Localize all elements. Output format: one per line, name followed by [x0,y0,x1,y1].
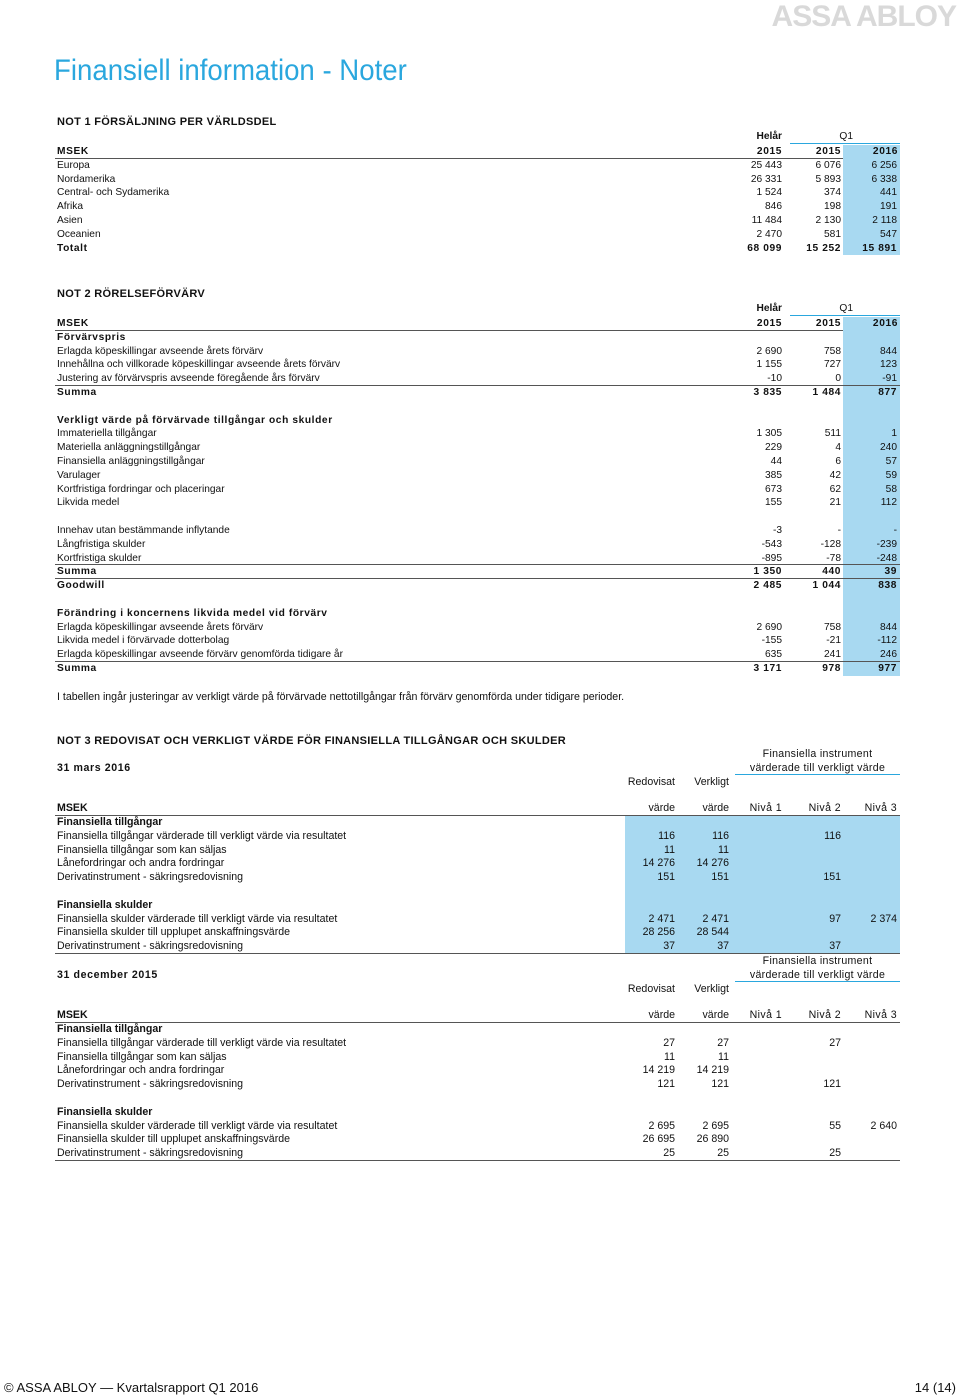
col-niva3-header: Nivå 3 [864,802,897,814]
value-cell-0: 1 155 [756,359,782,371]
row-label: Finansiella tillgångar värderade till verkligt värde via resultatet [57,1036,347,1049]
row-label: Summa [57,386,97,398]
row-label: Lånefordringar och andra fordringar [57,857,225,870]
table-row [55,159,900,173]
table-row [55,200,900,214]
value-cell-0: 68 099 [747,242,782,254]
row-label: Finansiella skulder värderade till verkligt värde via resultatet [57,912,338,925]
value-cell-2: 441 [880,187,897,199]
value-cell-1: 727 [824,359,841,371]
col-redovisat-line1: Redovisat [627,983,675,995]
value-cell-1: 374 [824,187,841,199]
unit-label: MSEK [57,318,89,329]
row-label: Likvida medel i förvärvade dotterbolag [57,635,230,647]
value-cell-3: 116 [824,829,841,842]
col-niva1-header: Nivå 1 [749,802,782,814]
table-row [55,427,900,441]
row-label: Finansiella skulder till upplupet anskaffningsvärde [57,926,291,939]
col-verkligt-2-header: värde [702,802,729,814]
value-cell-0: 121 [657,1078,675,1091]
row-label: Finansiella tillgångar värderade till verkligt värde via resultatet [57,829,347,842]
value-cell-1: 1 044 [812,580,841,592]
value-cell-0: 37 [663,940,675,953]
col-verkligt-line1: Verkligt [694,776,729,788]
value-cell-1: -21 [826,635,841,647]
table-row [55,386,900,400]
row-label: Kortfristiga fordringar och placeringar [57,483,225,495]
value-cell-0: 2 695 [648,1119,675,1132]
table-row [55,1147,900,1161]
row-label: Immateriella tillgångar [57,428,157,440]
value-cell-0: 2 485 [753,580,782,592]
row-label: Afrika [57,201,84,213]
value-cell-1: 11 [718,843,729,856]
value-cell-1: 758 [824,621,841,633]
row-label: Finansiella tillgångar [57,816,163,828]
note2-footnote: I tabellen ingår justeringar av verkligt värde på förvärvade nettotillgångar från förvärv genomförda under tidigare perioder. [57,691,625,703]
value-cell-1: -128 [820,538,841,550]
table-row [55,816,900,830]
row-label: Finansiella skulder [57,898,153,911]
header-row-period [55,300,900,317]
q1-2016-cell [843,593,900,607]
value-cell-2: 6 338 [871,173,897,185]
value-cell-2: -248 [876,552,897,564]
value-cell-0: -895 [761,552,782,564]
value-cell-1: 25 [717,1147,729,1160]
row-label: Förändring i koncernens likvida medel vid förvärv [57,607,328,619]
total-row [55,242,900,256]
unit-label: MSEK [57,1009,88,1021]
value-cell-0: 11 484 [751,214,782,226]
col-helar-header: Helår [756,303,782,314]
group-header-line2: värderade till verkligt värde [735,762,900,775]
year-header-0: 2015 [756,318,782,329]
value-cell-0: 155 [765,497,782,509]
value-cell-0: 385 [765,469,782,481]
value-cell-1: 151 [711,871,729,884]
table-row [55,483,900,497]
row-label: Justering av förvärvspris avseende föregående års förvärv [57,373,320,385]
value-cell-1: 26 890 [696,1133,729,1146]
note3-table-march [55,746,900,954]
table-row [55,871,900,885]
table-row [55,913,900,927]
value-cell-1: 62 [829,483,841,495]
value-cell-1: 6 [835,455,841,467]
value-cell-2: 39 [884,566,897,578]
assa-abloy-logo: ASSA ABLOY [771,0,956,33]
value-cell-2: 6 256 [871,159,897,171]
table-row [55,885,900,899]
note2-table [55,300,900,676]
value-cell-2: 246 [880,649,897,661]
value-cell-0: 635 [765,649,782,661]
value-cell-2: 2 118 [872,214,897,226]
value-cell-4: 2 374 [870,912,897,925]
value-cell-0: 14 276 [642,857,675,870]
row-label: Derivatinstrument - säkringsredovisning [57,871,244,884]
table-header [55,953,900,1009]
row-label: Asien [57,214,83,226]
table-row [55,214,900,228]
value-cell-1: 511 [824,428,841,440]
col-redovisat-2-header: värde [648,1009,675,1021]
table-row [55,634,900,648]
value-cell-1: 21 [829,497,841,509]
value-cell-1: 440 [822,566,841,578]
value-cell-0: 1 350 [753,566,782,578]
value-cell-3: 27 [829,1036,841,1049]
year-header-1: 2015 [815,146,841,157]
value-cell-1: 37 [717,940,729,953]
value-cell-2: 977 [878,662,897,674]
year-header-0: 2015 [756,146,782,157]
table-row [55,400,900,414]
value-cell-3: 97 [829,912,841,925]
col-helar-header: Helår [756,131,782,142]
value-cell-2: -239 [876,538,897,550]
value-cell-0: 229 [765,442,782,454]
table-row [55,926,900,940]
value-cell-1: 14 276 [696,857,729,870]
row-label: Derivatinstrument - säkringsredovisning [57,940,244,953]
value-cell-1: 581 [824,228,841,240]
table-row [55,1120,900,1134]
value-cell-1: 0 [835,373,841,385]
row-label: Central- och Sydamerika [57,187,170,199]
table-row [55,830,900,844]
value-cell-0: 26 695 [642,1133,675,1146]
table-row [55,455,900,469]
group-header-line1: Finansiella instrument [762,748,873,760]
col-niva1-header: Nivå 1 [749,1009,782,1021]
value-cell-0: 11 [664,1050,675,1063]
row-label: Innehav utan bestämmande inflytande [57,524,230,536]
value-cell-0: 27 [663,1036,675,1049]
value-cell-1: 5 893 [815,173,841,185]
q1-header-underline [790,315,900,316]
value-cell-0: 44 [770,455,782,467]
row-label: Finansiella skulder [57,1105,153,1118]
note1-table [55,128,900,255]
value-cell-0: -3 [772,524,782,536]
value-cell-3: 151 [823,871,841,884]
table-row [55,496,900,510]
q1-2016-cell [843,607,900,621]
row-label: Finansiella anläggningstillgångar [57,455,205,467]
footer-copyright: © ASSA ABLOY — Kvartalsrapport Q1 2016 [4,1380,259,1395]
table-row [55,173,900,187]
q1-2016-cell [843,400,900,414]
unit-label: MSEK [57,146,89,157]
table-row [55,1078,900,1092]
row-label: Goodwill [57,580,105,592]
table-row [55,1092,900,1106]
table-row [55,607,900,621]
value-cell-2: 838 [878,580,897,592]
q1-header-underline [790,143,900,144]
table-row [55,1106,900,1120]
row-label: Materiella anläggningstillgångar [57,442,201,454]
year-header-2: 2016 [843,145,900,159]
value-cell-1: 121 [711,1078,729,1091]
q1-2016-cell [843,414,900,428]
value-cell-1: 758 [824,345,841,357]
value-cell-1: 14 219 [696,1064,729,1077]
value-cell-3: 37 [829,940,841,953]
header-row-period [55,128,900,145]
table-row [55,621,900,635]
row-label: Oceanien [57,228,101,240]
table-row [55,552,900,566]
table-row [55,524,900,538]
table-row [55,372,900,386]
table-row [55,441,900,455]
table-date: 31 mars 2016 [57,762,131,774]
group-header-line1: Finansiella instrument [762,955,873,967]
table-body [55,816,900,954]
value-cell-1: 28 544 [696,926,729,939]
note1-title: NOT 1 FÖRSÄLJNING PER VÄRLDSDEL [57,116,277,128]
row-label: Finansiella skulder till upplupet anskaffningsvärde [57,1133,291,1146]
q1-2016-cell [843,524,900,538]
row-label: Likvida medel [57,497,120,509]
value-cell-1: - [837,524,841,536]
table-date: 31 december 2015 [57,969,158,981]
row-label: Europa [57,159,90,171]
value-cell-0: 2 690 [756,621,782,633]
table-row [55,510,900,524]
table-row [55,857,900,871]
header-row-columns [55,1009,900,1023]
row-label: Verkligt värde på förvärvade tillgångar och skulder [57,414,333,426]
table-row [55,1051,900,1065]
value-cell-1: 15 252 [806,242,841,254]
col-redovisat-2-header: värde [648,802,675,814]
value-cell-2: 59 [885,469,897,481]
value-cell-1: 978 [822,662,841,674]
value-cell-0: -155 [761,635,782,647]
table-row [55,186,900,200]
value-cell-2: 844 [880,345,897,357]
value-cell-2: 112 [880,497,897,509]
year-header-2: 2016 [843,317,900,331]
table-row [55,345,900,359]
value-cell-3: 25 [829,1147,841,1160]
value-cell-1: 198 [824,201,841,213]
table-row [55,469,900,483]
header-row-years [55,145,900,159]
value-cell-0: 1 305 [756,428,782,440]
value-cell-0: 151 [657,871,675,884]
value-cell-1: 241 [824,649,841,661]
value-cell-2: 1 [891,428,897,440]
row-label: Finansiella skulder värderade till verkligt värde via resultatet [57,1119,338,1132]
q1-2016-cell [843,331,900,345]
col-niva2-header: Nivå 2 [808,1009,841,1021]
value-cell-0: 2 690 [756,345,782,357]
value-cell-0: 1 524 [756,187,782,199]
year-header-1: 2015 [815,318,841,329]
value-cell-0: 846 [765,201,782,213]
row-label: Summa [57,566,97,578]
table-row [55,331,900,345]
table-row [55,662,900,676]
value-cell-0: 25 443 [750,159,782,171]
value-cell-0: 26 331 [750,173,782,185]
value-cell-2: 240 [880,442,897,454]
table-row [55,940,900,954]
value-cell-1: 2 471 [702,912,729,925]
col-verkligt-line1: Verkligt [694,983,729,995]
row-label: Finansiella tillgångar som kan säljas [57,1050,227,1063]
value-cell-2: -112 [877,635,897,647]
col-q1-header: Q1 [839,131,853,142]
row-label: Erlagda köpeskillingar avseende årets förvärv [57,345,264,357]
table-row [55,414,900,428]
table-row [55,579,900,593]
table-row [55,538,900,552]
table-row [55,899,900,913]
row-label: Finansiella tillgångar [57,1023,163,1035]
value-cell-0: 673 [765,483,782,495]
table-row [55,1064,900,1078]
col-redovisat-line1: Redovisat [627,776,675,788]
value-cell-1: 27 [717,1036,729,1049]
header-row-years [55,317,900,331]
page-title: Finansiell information - Noter [54,54,407,87]
unit-label: MSEK [57,802,88,814]
value-cell-2: 547 [880,228,897,240]
table-row [55,648,900,662]
value-cell-0: 28 256 [642,926,675,939]
row-label: Innehållna och villkorade köpeskillingar avseende årets förvärv [57,359,341,371]
value-cell-1: 11 [718,1050,729,1063]
value-cell-2: 123 [880,359,897,371]
table-row [55,844,900,858]
value-cell-0: -543 [761,538,782,550]
value-cell-0: 14 219 [642,1064,675,1077]
row-label: Derivatinstrument - säkringsredovisning [57,1078,244,1091]
value-cell-1: 2 130 [815,214,841,226]
value-cell-0: 3 171 [753,662,782,674]
col-verkligt-2-header: värde [702,1009,729,1021]
value-cell-2: 57 [885,455,897,467]
row-label: Summa [57,662,97,674]
value-cell-1: 116 [712,829,729,842]
value-cell-0: 116 [658,829,675,842]
value-cell-1: 2 695 [702,1119,729,1132]
note3-title: NOT 3 REDOVISAT OCH VERKLIGT VÄRDE FÖR FINANSIELLA TILLGÅNGAR OCH SKULDER [57,735,566,747]
value-cell-1: 4 [835,442,841,454]
row-label: Derivatinstrument - säkringsredovisning [57,1147,244,1160]
value-cell-3: 55 [829,1119,841,1132]
row-label: Lånefordringar och andra fordringar [57,1064,225,1077]
value-cell-2: 844 [880,621,897,633]
value-cell-2: 58 [885,483,897,495]
row-label: Varulager [57,469,101,481]
row-label: Totalt [57,242,88,254]
value-cell-0: 2 471 [648,912,675,925]
row-label: Erlagda köpeskillingar avseende årets förvärv [57,621,264,633]
note2-title: NOT 2 RÖRELSEFÖRVÄRV [57,288,206,300]
table-row [55,358,900,372]
value-cell-2: 877 [878,386,897,398]
table-row [55,565,900,579]
table-header [55,746,900,802]
row-label: Nordamerika [57,173,116,185]
q1-2016-cell [843,510,900,524]
value-cell-0: 11 [664,843,675,856]
value-cell-0: 3 835 [753,386,782,398]
header-row-columns [55,802,900,816]
row-label: Förvärvspris [57,331,126,343]
row-label: Långfristiga skulder [57,538,146,550]
group-header-line2: värderade till verkligt värde [735,969,900,982]
value-cell-0: 2 470 [756,228,782,240]
value-cell-2: -91 [882,373,897,385]
table-row [55,1037,900,1051]
col-niva2-header: Nivå 2 [808,802,841,814]
col-niva3-header: Nivå 3 [864,1009,897,1021]
row-label: Erlagda köpeskillingar avseende förvärv genomförda tidigare år [57,649,343,661]
value-cell-0: -10 [767,373,782,385]
value-cell-2: 191 [880,201,897,213]
table-row [55,1133,900,1147]
value-cell-2: 15 891 [862,242,897,254]
table-body [55,1023,900,1161]
table-row [55,1023,900,1037]
page-number: 14 (14) [914,1380,956,1395]
value-cell-0: 25 [663,1147,675,1160]
table-row [55,228,900,242]
value-cell-3: 121 [823,1078,841,1091]
value-cell-1: 42 [829,469,841,481]
table-row [55,593,900,607]
value-cell-1: 1 484 [812,386,841,398]
row-label: Kortfristiga skulder [57,552,142,564]
value-cell-4: 2 640 [870,1119,897,1132]
value-cell-2: - [893,524,897,536]
value-cell-1: -78 [826,552,841,564]
value-cell-1: 6 076 [815,159,841,171]
note3-table-december [55,953,900,1161]
row-label: Finansiella tillgångar som kan säljas [57,843,227,856]
col-q1-header: Q1 [839,303,853,314]
